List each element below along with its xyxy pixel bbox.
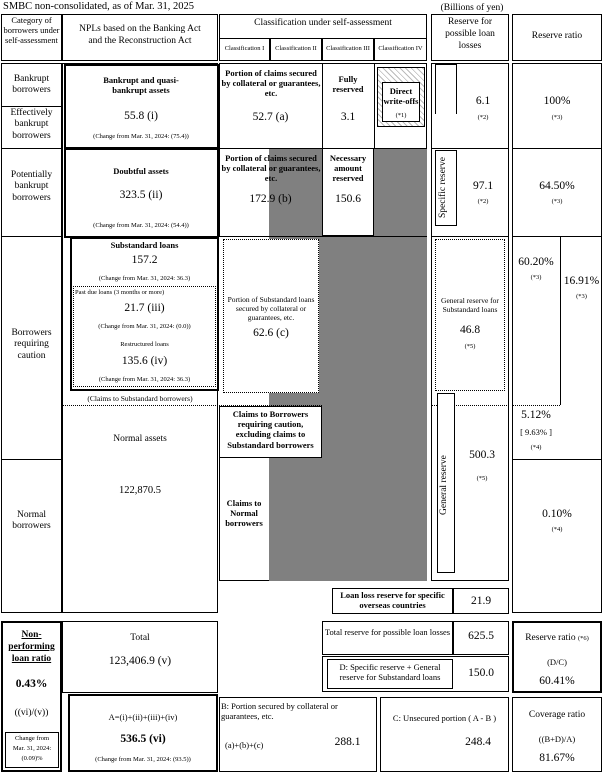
- reserve-general-substandard-box: [435, 239, 505, 391]
- total-value: 123,406.9 (v): [108, 655, 172, 667]
- npl-claims-substandard: (Claims to Substandard borrowers): [87, 394, 193, 403]
- npl-ratio-label3: loan ratio: [11, 654, 52, 664]
- reserve-doubtful-note: (*2): [477, 198, 489, 205]
- coverage-label: Coverage ratio: [528, 710, 586, 720]
- ratio-doubtful: 64.50%: [539, 180, 575, 192]
- header-reserve-line3: losses: [458, 41, 482, 51]
- overseas-label: Loan loss reserve for specific overseas countries: [340, 590, 445, 611]
- category-bankrupt: Bankrupt borrowers: [12, 74, 51, 96]
- npl-ratio-formula: ((vi)/(v)): [14, 708, 49, 718]
- class-fully-reserved: Fully reserved: [332, 74, 364, 95]
- npl-bankrupt-change: (Change from Mar. 31, 2024: (75.4)): [93, 133, 189, 140]
- npl-normal-title: Normal assets: [113, 434, 167, 444]
- npl-restructured-value: 135.6 (iv): [121, 355, 168, 367]
- header-classification-label: Classification under self-assessment: [254, 18, 392, 28]
- class-doubtful-secured-value: 172.9 (b): [249, 193, 292, 205]
- npl-doubtful-title: Doubtful assets: [113, 166, 169, 176]
- ratio-doubtful-note: (*3): [551, 198, 563, 205]
- header-class-1-label: Classification I: [224, 45, 265, 52]
- ratio-substandard-note: (*3): [530, 274, 542, 281]
- reserve-bankrupt-value: 6.1: [475, 95, 491, 107]
- ratio-bankrupt: 100%: [543, 95, 571, 107]
- npl-ratio-label1: Non-: [21, 630, 42, 640]
- c-box: [380, 697, 509, 772]
- c-value: 248.4: [465, 736, 491, 748]
- header-reserve-line2: possible loan: [445, 29, 495, 39]
- class-fully-reserved-value: 3.1: [340, 111, 356, 123]
- class-claims-caution: Claims to Borrowers requiring caution, excluding claims to Substandard borrowers: [227, 409, 314, 450]
- npl-substandard-title: Substandard loans: [110, 240, 179, 250]
- class-doubtful-secured: Portion of claims secured by collateral or guarantees, etc.: [221, 153, 321, 184]
- reserve-general-note: (*5): [476, 475, 488, 482]
- class-substandard-secured: Portion of Substandard loans secured by collateral or guarantees, etc.: [227, 295, 315, 322]
- ratio-substandard-total: 16.91%: [563, 275, 600, 287]
- npl-ratio-value: 0.43%: [15, 678, 48, 690]
- ratio-bankrupt-note: (*3): [551, 114, 563, 121]
- npl-doubtful-value: 323.5 (ii): [119, 189, 163, 201]
- reserve-general-substandard-label: General reserve for Substandard loans: [441, 296, 499, 314]
- category-requiring-caution: Borrowers requiring caution: [11, 328, 52, 361]
- reserve-ratio-note: (*6): [577, 635, 589, 642]
- ratio-substandard: 60.20%: [518, 256, 554, 268]
- header-class-2-label: Classification II: [275, 45, 317, 52]
- npl-ratio-change1: Change from: [14, 735, 50, 742]
- class-claims-normal: Claims to Normal borrowers: [225, 498, 263, 529]
- c-label: C: Unsecured portion ( A - B ): [392, 713, 497, 723]
- class-bankrupt-secured: Portion of claims secured by collateral or guarantees, etc.: [221, 68, 321, 99]
- npl-pastdue-change: (Change from Mar. 31, 2024: (0.0)): [98, 323, 191, 330]
- header-npl-line2: and the Reconstruction Act: [88, 36, 192, 46]
- header-category-label: Category of borrowers under self-assessment: [3, 15, 60, 46]
- reserve-general-substandard-value: 46.8: [459, 324, 481, 336]
- npl-bankrupt-title: Bankrupt and quasi-bankrupt assets: [103, 75, 179, 96]
- b-value: 288.1: [334, 736, 361, 748]
- coverage-value: 81.67%: [539, 752, 575, 764]
- total-label: Total: [130, 633, 150, 643]
- reserve-ratio-label: Reserve ratio (*6): [525, 633, 589, 643]
- header-ratio-label: Reserve ratio: [531, 31, 583, 41]
- npl-substandard-change: (Change from Mar. 31, 2024: 36.3): [98, 275, 191, 282]
- class-direct-writeoffs: Direct write-offs: [383, 86, 419, 107]
- reserve-general-label: General reserve: [439, 455, 449, 515]
- overseas-value: 21.9: [470, 595, 492, 607]
- npl-restructured-change: (Change from Mar. 31, 2024: 36.3): [98, 376, 191, 383]
- b-label: B: Portion secured by collateral or guarantees, etc.: [221, 701, 338, 722]
- page-title: SMBC non-consolidated, as of Mar. 31, 2025: [3, 1, 195, 12]
- ratio-caution-note: (*4): [530, 444, 542, 451]
- npl-ratio-label2: performing: [8, 642, 55, 652]
- reserve-general-value: 500.3: [469, 449, 495, 461]
- npl-restructured-title: Restructured loans: [120, 341, 169, 348]
- category-normal: Normal borrowers: [12, 510, 51, 532]
- category-potentially-bankrupt: Potentially bankrupt borrowers: [10, 170, 53, 203]
- coverage-formula: ((B+D)/A): [538, 734, 576, 744]
- npl-substandard-value: 157.2: [131, 254, 158, 266]
- header-npl-line1: NPLs based on the Banking Act: [79, 24, 201, 34]
- npl-doubtful-change: (Change from Mar. 31, 2024: (54.4)): [93, 222, 189, 229]
- class-direct-note: (*1): [395, 112, 407, 119]
- npl-ratio-change2: Mar. 31, 2024:: [12, 745, 52, 752]
- header-class-4-label: Classification IV: [378, 45, 423, 52]
- total-reserve-label: Total reserve for possible loan losses: [324, 627, 451, 637]
- ratio-normal: 0.10%: [542, 508, 572, 520]
- a-value: 536.5 (vi): [120, 733, 166, 745]
- reserve-specific-label: Specific reserve: [438, 157, 448, 219]
- reserve-ratio-value: 60.41%: [539, 675, 575, 687]
- unit-label: (Billions of yen): [440, 3, 504, 13]
- class-necessary: Necessary amount reserved: [329, 153, 367, 184]
- ratio-substandard-total-note: (*3): [576, 293, 587, 300]
- npl-normal-value: 122,870.5: [119, 485, 161, 496]
- class-necessary-value: 150.6: [335, 193, 361, 205]
- ratio-normal-note: (*4): [551, 526, 563, 533]
- npl-pastdue-value: 21.7 (iii): [124, 302, 165, 314]
- ratio-caution-bracket: [ 9.63% ]: [520, 427, 552, 437]
- category-effectively-bankrupt: Effectively bankrupt borrowers: [10, 108, 53, 141]
- npl-ratio-change3: (0.09)%: [21, 755, 43, 762]
- a-change: (Change from Mar. 31, 2024: (93.5)): [95, 756, 191, 763]
- b-formula: (a)+(b)+(c): [225, 740, 264, 750]
- d-value: 150.0: [468, 667, 494, 679]
- total-reserve-value: 625.5: [468, 630, 494, 642]
- class-bankrupt-secured-value: 52.7 (a): [252, 111, 289, 123]
- class-substandard-secured-value: 62.6 (c): [253, 327, 289, 339]
- npl-bankrupt-value: 55.8 (i): [124, 110, 158, 122]
- reserve-doubtful-value: 97.1: [472, 180, 494, 192]
- reserve-bankrupt-note: (*2): [477, 114, 489, 121]
- header-class-3-label: Classification III: [326, 45, 370, 52]
- npl-pastdue-title: Past due loans (3 months or more): [75, 289, 165, 296]
- d-label: D: Specific reserve + General reserve for Substandard loans: [339, 662, 441, 683]
- reserve-ratio-formula: (D/C): [547, 657, 567, 667]
- a-formula: A=(i)+(ii)+(iii)+(iv): [108, 712, 178, 722]
- header-reserve-line1: Reserve for: [447, 17, 493, 27]
- ratio-caution: 5.12%: [521, 409, 551, 421]
- reserve-general-substandard-note: (*5): [464, 343, 476, 350]
